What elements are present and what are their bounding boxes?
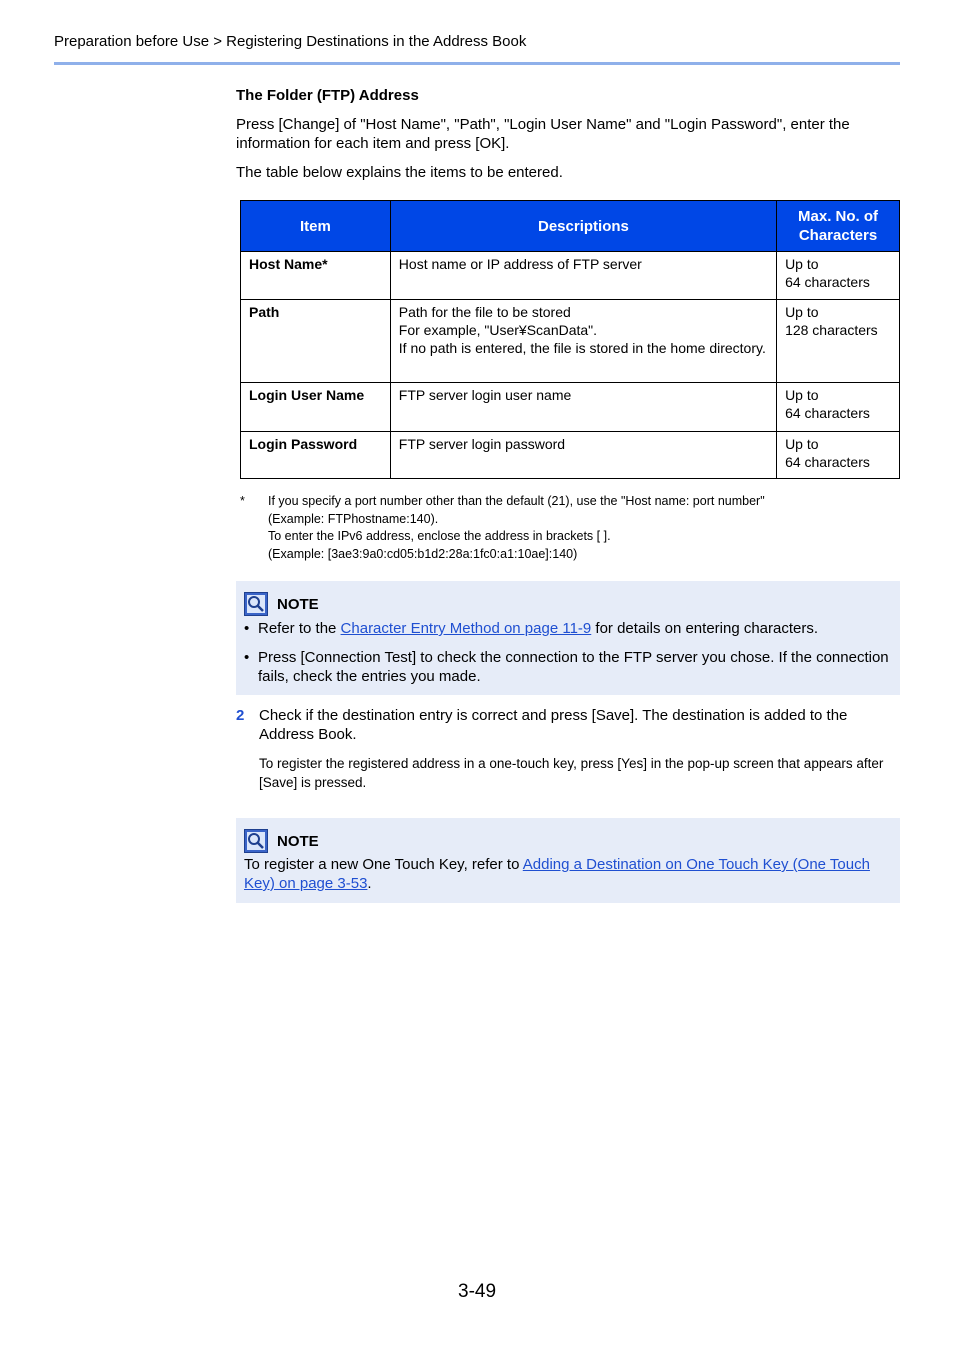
row-item: Host Name* [241,252,391,300]
max-line: Up to [785,387,819,403]
note-bullet: • Press [Connection Test] to check the connection to the FTP server you chose. If the connection fails, check the entries you made. [244,648,894,686]
step-number: 2 [236,707,245,724]
description-line: FTP server login user name [398,387,572,403]
section-content [236,86,900,182]
note-label: NOTE [277,595,319,613]
header-descriptions: Descriptions [390,201,776,252]
table-header-row [241,201,900,252]
row-max [777,300,900,383]
row-max [777,432,900,479]
max-line: 64 characters [785,274,870,290]
header-divider [54,62,900,65]
items-table [240,200,900,479]
max-line: Up to [785,304,819,320]
note-label: NOTE [277,832,319,850]
step-subtext: To register the registered address in a one-touch key, press [Yes] in the pop-up screen that appears after [Save] is pressed. [259,756,884,790]
max-line: 64 characters [785,454,870,470]
note-text: Press [Connection Test] to check the connection to the FTP server you chose. If the connection fails, check the entries you made. [258,649,889,685]
table-row [241,252,900,300]
description-line: FTP server login password [398,436,566,452]
table-row [241,300,900,383]
table-footnote [240,493,900,563]
note-paragraph [244,855,884,893]
description-line: If no path is entered, the file is stored in the home directory. [398,340,766,356]
row-max [777,383,900,432]
step-text: Check if the destination entry is correct and press [Save]. The destination is added to the Address Book. [259,707,848,743]
page-number: 3-49 [458,1281,497,1302]
step-2 [236,706,900,744]
row-item: Path [241,300,391,383]
footnote-marker: * [240,494,245,508]
description-line: Host name or IP address of FTP server [398,256,642,272]
table-row [241,383,900,432]
note-icon [244,592,268,616]
max-line: Up to [785,256,819,272]
description-line: For example, "User¥ScanData". [398,322,598,338]
row-max [777,252,900,300]
intro-paragraph: Press [Change] of "Host Name", "Path", "Login User Name" and "Login Password", enter the information for each item and press [OK]. [236,116,850,152]
note-box-1 [236,581,900,695]
note-text: for details on entering characters. [591,620,819,637]
section-title: The Folder (FTP) Address [236,87,419,104]
header-item: Item [241,201,391,252]
footnote-line: (Example: FTPhostname:140). [268,511,439,526]
character-entry-link[interactable]: Character Entry Method on page 11-9 [340,620,592,637]
row-description [390,252,776,300]
description-line: Path for the file to be stored [398,304,571,320]
table-intro-paragraph: The table below explains the items to be entered. [236,164,563,181]
note-bullet: • Refer to the Character Entry Method on page 11-9 for details on entering characters. [244,620,819,637]
note-box-2 [236,818,900,903]
footnote-line: (Example: [3ae3:9a0:cd05:b1d2:28a:1fc0:a1:10ae]:140) [268,546,578,561]
row-item: Login User Name [241,383,391,432]
row-description [390,383,776,432]
note-icon [244,829,268,853]
max-line: Up to [785,436,819,452]
row-item: Login Password [241,432,391,479]
breadcrumb: Preparation before Use > Registering Destinations in the Address Book [54,33,527,50]
header-max-characters: Max. No. of Characters [777,201,900,252]
row-description [390,300,776,383]
max-line: 64 characters [785,405,870,421]
row-description [390,432,776,479]
one-touch-key-link[interactable]: Adding a Destination on One Touch Key (One Touch Key) on page 3-53 [244,856,870,892]
footnote-line: To enter the IPv6 address, enclose the address in brackets [ ]. [268,529,611,543]
table-row [241,432,900,479]
note-text: . [367,875,372,892]
note-text: To register a new One Touch Key, refer to [244,856,523,873]
note-text: Refer to the [258,620,341,637]
max-line: 128 characters [785,322,878,338]
footnote-line: If you specify a port number other than the default (21), use the "Host name: port number" [268,494,765,508]
